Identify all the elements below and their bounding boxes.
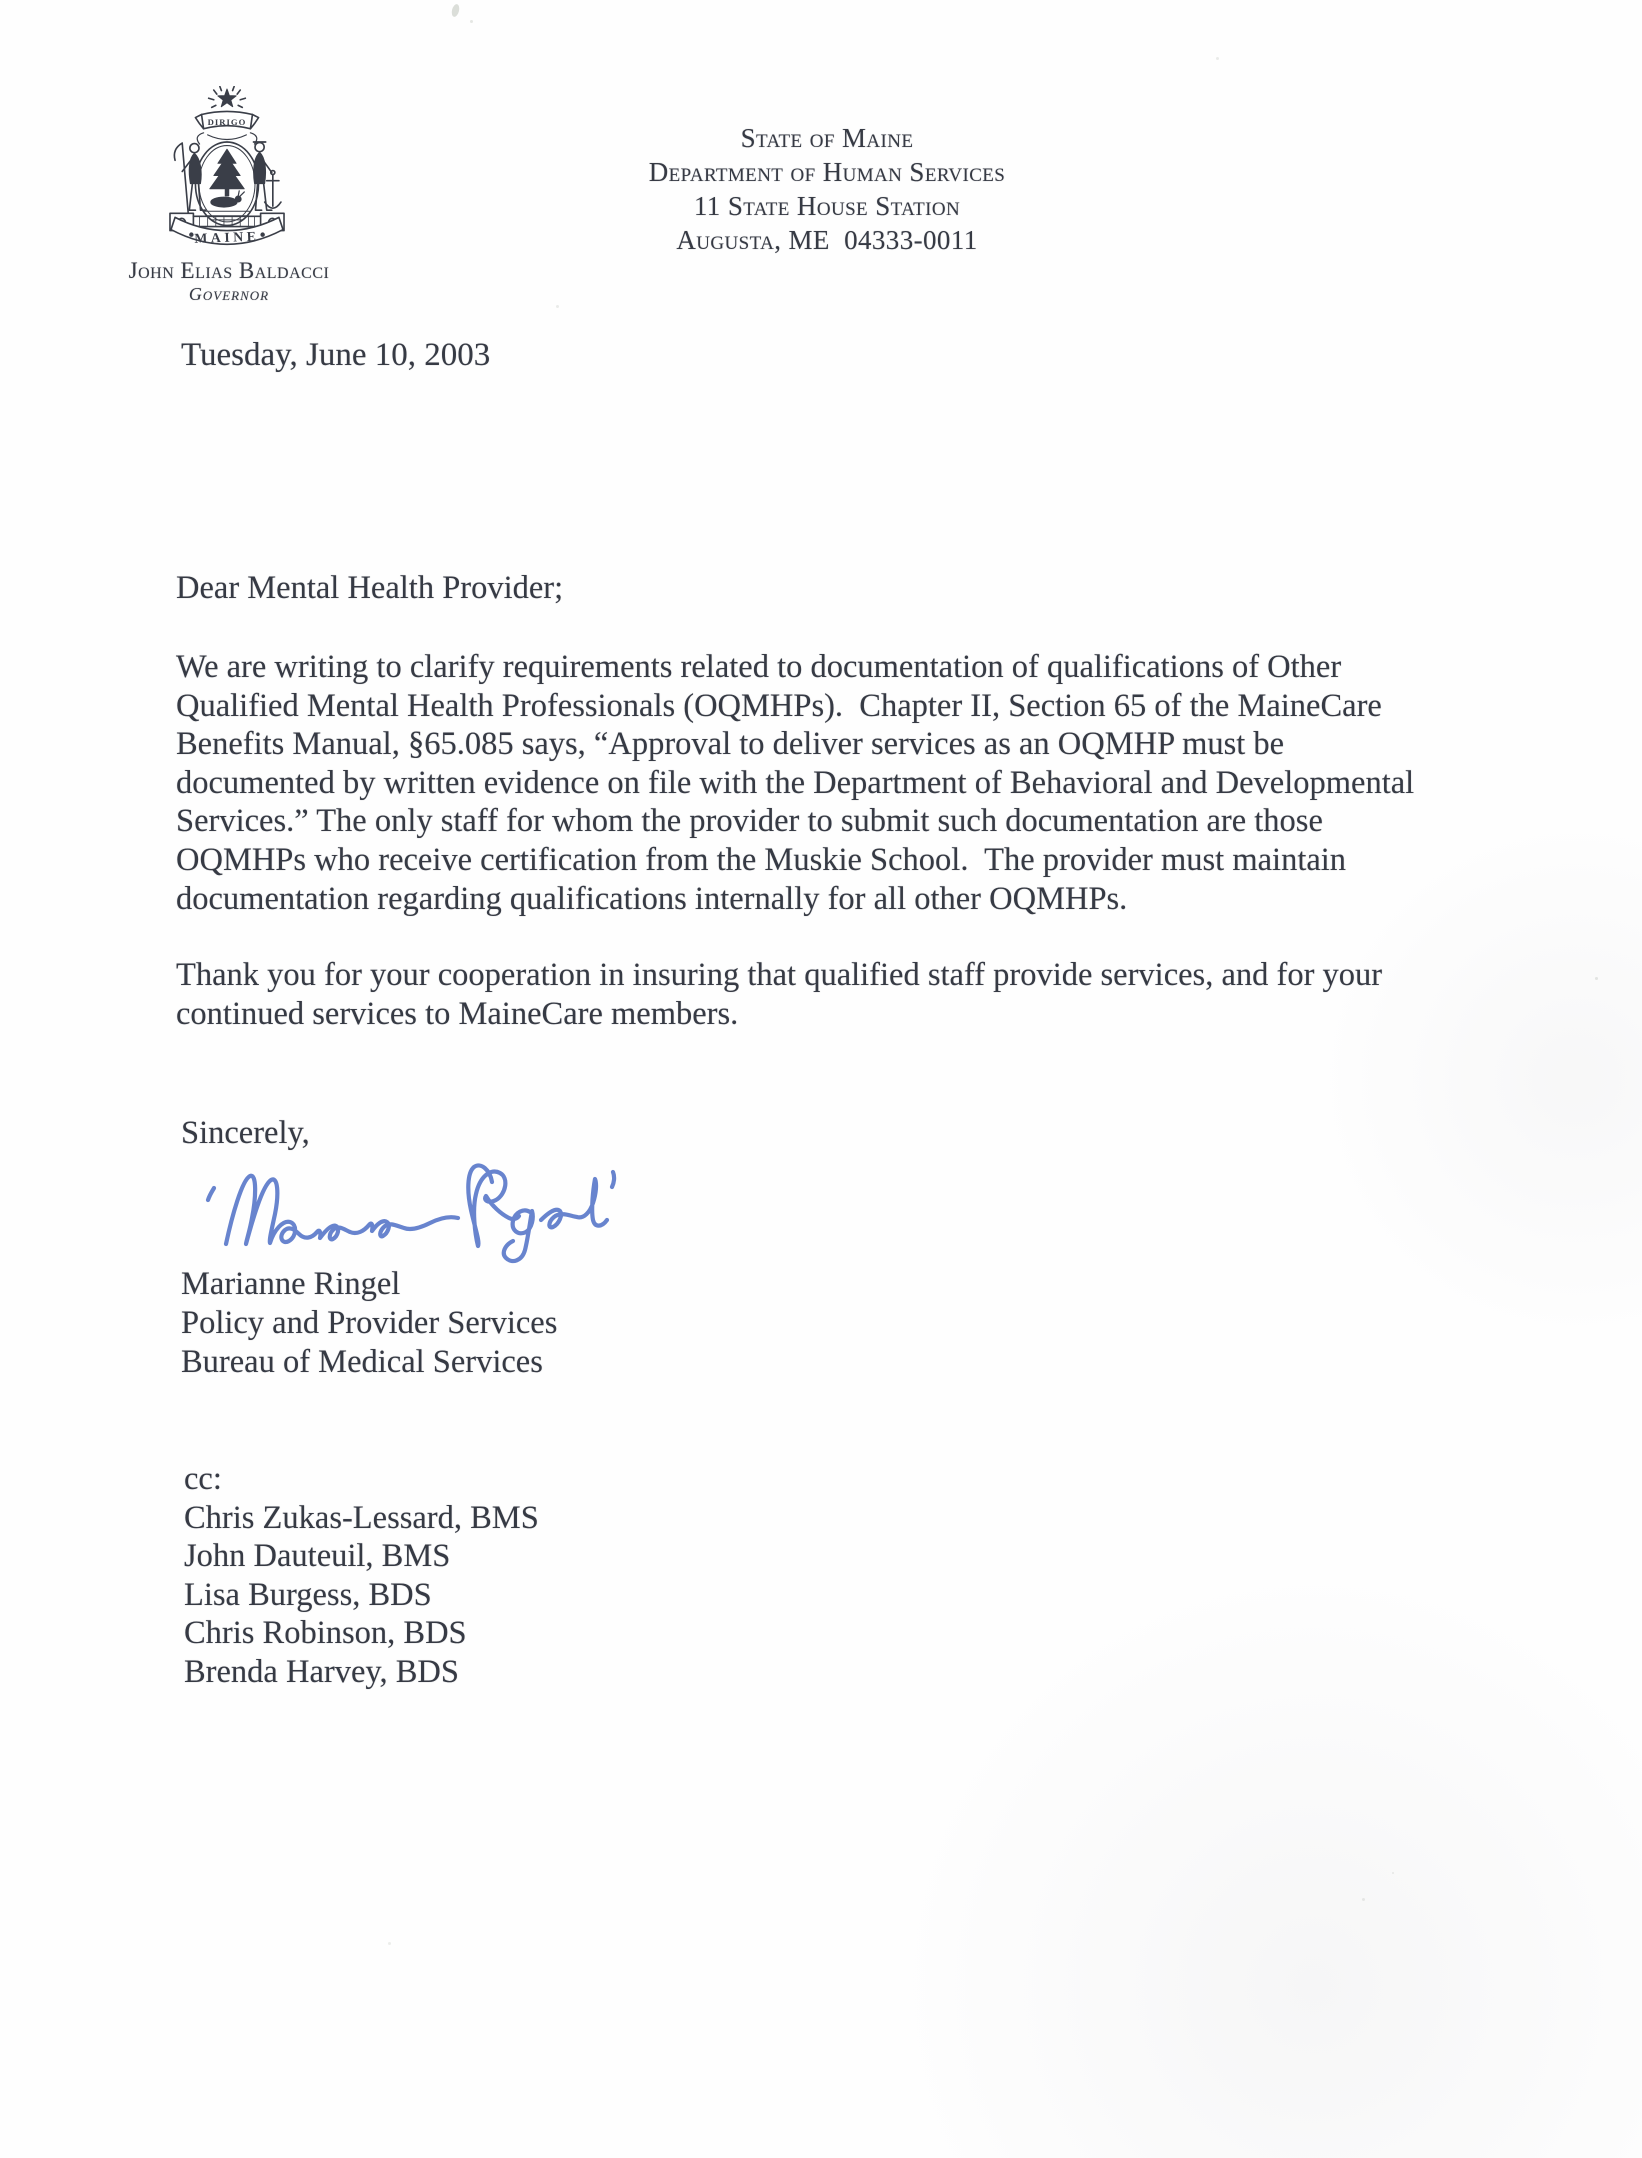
seal-north-star-icon [209,87,246,108]
closing: Sincerely, [181,1115,310,1151]
signer-organization: Bureau of Medical Services [181,1343,543,1380]
governor-title: Governor [188,284,270,304]
body-line: Services.” The only staff for whom the provider to submit such documentation are those [176,803,1323,840]
seal-anchor-icon [265,171,281,209]
scan-artifact [556,305,559,308]
cc-recipient: Brenda Harvey, BDS [184,1653,459,1690]
cc-recipient: Chris Robinson, BDS [184,1615,467,1652]
scan-artifact [1392,1872,1394,1874]
body-line: Benefits Manual, §65.085 says, “Approval to deliver services as an OQMHP must be [176,726,1285,763]
maine-state-seal [150,86,304,254]
governor-name: John Elias Baldacci [128,258,330,283]
signature-stroke [208,1165,614,1261]
body-line: documentation regarding qualifications internally for all other OQMHPs. [176,880,1128,917]
signature-marianne-ringel [200,1158,624,1264]
cc-label: cc: [184,1461,222,1497]
salutation: Dear Mental Health Provider; [176,570,564,606]
signer-title: Policy and Provider Services [181,1304,558,1341]
body-line: We are writing to clarify requirements related to documentation of qualifications of Other [176,649,1342,685]
seal-sailor-figure [253,142,280,210]
agency-address [427,121,1227,257]
cc-recipient: Lisa Burgess, BDS [184,1576,432,1613]
body-paragraph-2 [176,956,1382,1033]
scan-artifact [451,3,461,17]
cc-list [184,1499,539,1692]
agency-address-line: 11 State House Station [693,191,961,221]
signer-block [181,1265,557,1381]
body-line: Qualified Mental Health Professionals (OQMHPs). Chapter II, Section 65 of the MaineCare [176,687,1382,724]
scan-artifact [1216,57,1219,60]
body-line: documented by written evidence on file with the Department of Behavioral and Developmental [176,764,1415,801]
scan-artifact [1362,1898,1365,1901]
cc-recipient: Chris Zukas-Lessard, BMS [184,1499,539,1536]
cc-block [184,1460,539,1692]
scan-artifact [1595,977,1598,980]
letter-date: Tuesday, June 10, 2003 [181,337,491,373]
cc-recipient: John Dauteuil, BMS [184,1538,451,1575]
seal-shield [195,142,258,225]
governor-block [103,257,355,304]
scan-artifact [388,1942,391,1945]
agency-address-line: State of Maine [740,123,914,153]
agency-address-line: Augusta, ME 04333-0011 [676,225,978,255]
body-line: OQMHPs who receive certification from the Muskie School. The provider must maintain [176,841,1347,878]
scan-artifact [470,20,473,23]
seal-state-name-text: MAINE [194,228,260,246]
agency-address-line: Department of Human Services [648,157,1006,187]
body-paragraph-1 [176,648,1414,918]
signer-name: Marianne Ringel [181,1266,401,1302]
body-line: continued services to MaineCare members. [176,995,739,1032]
body-line: Thank you for your cooperation in insuring that qualified staff provide services, and for your [176,957,1383,993]
seal-motto-text: DIRIGO [207,117,247,128]
